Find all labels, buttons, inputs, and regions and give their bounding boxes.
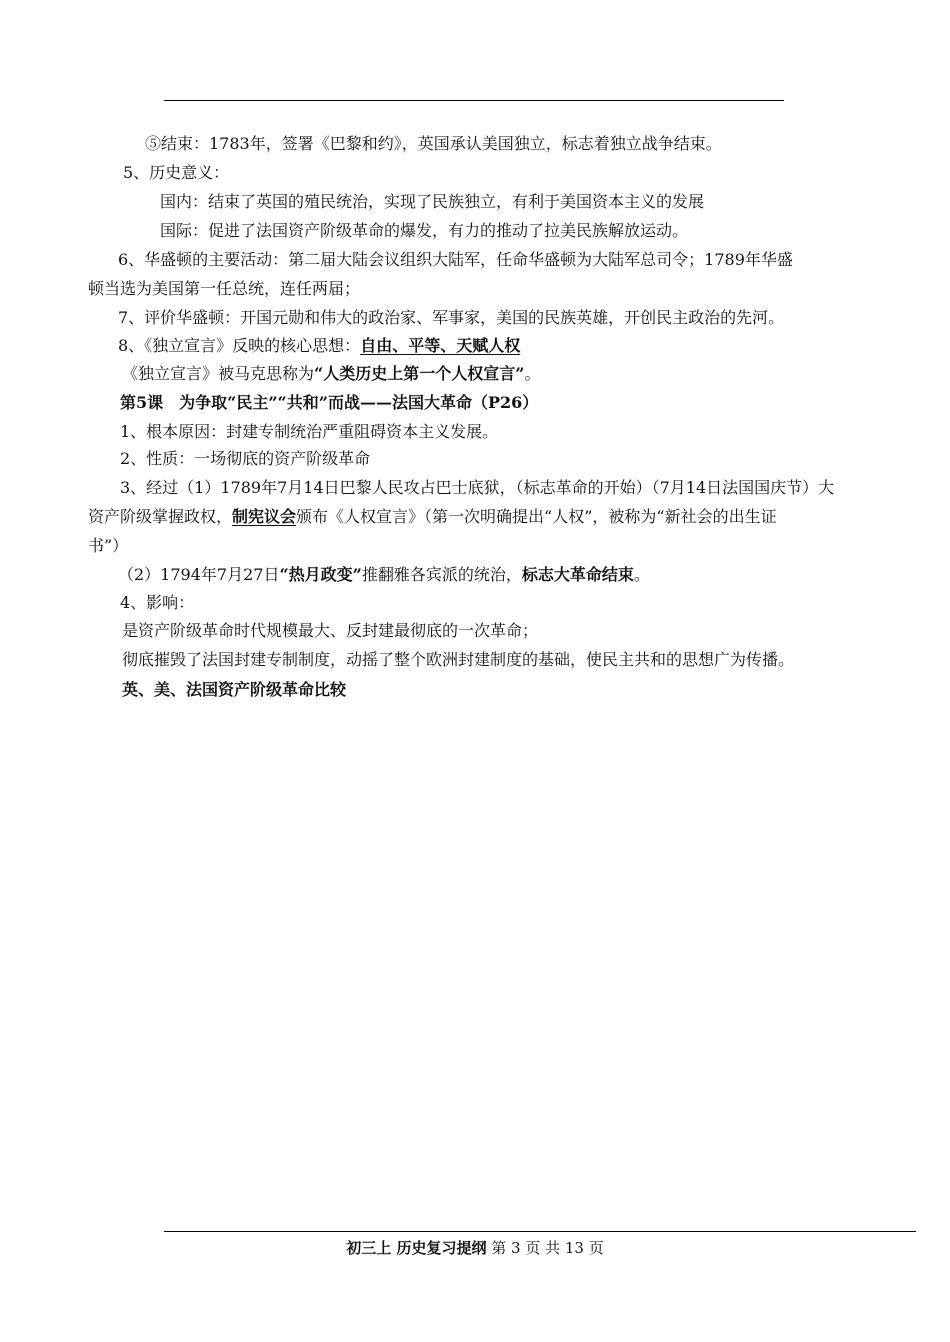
page-footer <box>0 1238 950 1258</box>
text-line <box>88 507 777 527</box>
text-segment: 资产阶级掌握政权， <box>88 507 233 526</box>
text-segment: （2）1794年7月27日 <box>118 565 280 584</box>
quote-highlight: “人类历史上第一个人权宣言” <box>314 364 525 383</box>
footer-rule <box>164 1231 916 1232</box>
text-segment: 推翻雅各宾派的统治， <box>361 565 522 584</box>
end-highlight: 标志大革命结束 <box>521 565 634 584</box>
text-line: ⑤结束：1783年，签署《巴黎和约》，英国承认美国独立，标志着独立战争结束。 <box>145 134 722 153</box>
section-heading: 第5课 为争取“民主”“共和”而战——法国大革命（P26） <box>120 393 539 412</box>
text-line: 5、历史意义： <box>123 163 230 182</box>
text-line: 4、影响： <box>120 593 195 612</box>
text-line: 彻底摧毁了法国封建专制制度，动摇了整个欧洲封建制度的基础，使民主共和的思想广为传播。 <box>122 650 795 669</box>
text-line: 顿当选为美国第一任总统，连任两届； <box>88 279 361 298</box>
footer-title: 初三上 历史复习提纲 <box>346 1239 487 1257</box>
core-ideas-highlight: 自由、平等、天赋人权 <box>360 336 521 355</box>
text-line <box>122 364 540 384</box>
text-line <box>118 336 520 356</box>
text-segment: 8、《独立宣言》反映的核心思想： <box>118 336 361 355</box>
text-line: 国内：结束了英国的殖民统治，实现了民族独立，有利于美国资本主义的发展 <box>160 192 705 211</box>
header-rule <box>164 100 784 101</box>
coup-highlight: “热月政变” <box>279 565 362 584</box>
text-segment: 。 <box>524 364 541 383</box>
text-segment: 颁布《人权宣言》（第一次明确提出“人权”，被称为“新社会的出生证 <box>296 507 777 526</box>
footer-page-number: 第 3 页 共 13 页 <box>491 1239 604 1257</box>
assembly-highlight: 制宪议会 <box>232 507 297 526</box>
text-line: 3、经过（1）1789年7月14日巴黎人民攻占巴士底狱，（标志革命的开始）（7月14日法国国庆节）大 <box>120 478 835 497</box>
text-line: 书”） <box>88 536 129 555</box>
text-segment: 。 <box>633 565 650 584</box>
text-line: 6、华盛顿的主要活动：第二届大陆会议组织大陆军，任命华盛顿为大陆军总司令；1789年华盛 <box>118 250 793 269</box>
text-line: 7、评价华盛顿：开国元勋和伟大的政治家、军事家，美国的民族英雄，开创民主政治的先河。 <box>118 308 785 327</box>
text-line: 是资产阶级革命时代规模最大、反封建最彻底的一次革命； <box>122 621 539 640</box>
text-line <box>118 565 650 585</box>
comparison-heading: 英、美、法国资产阶级革命比较 <box>122 680 347 699</box>
text-segment: 《独立宣言》被马克思称为 <box>122 364 315 383</box>
text-line: 1、根本原因：封建专制统治严重阻碍资本主义发展。 <box>120 422 499 441</box>
text-line: 国际：促进了法国资产阶级革命的爆发，有力的推动了拉美民族解放运动。 <box>160 221 689 240</box>
text-line: 2、性质：一场彻底的资产阶级革命 <box>120 449 371 468</box>
